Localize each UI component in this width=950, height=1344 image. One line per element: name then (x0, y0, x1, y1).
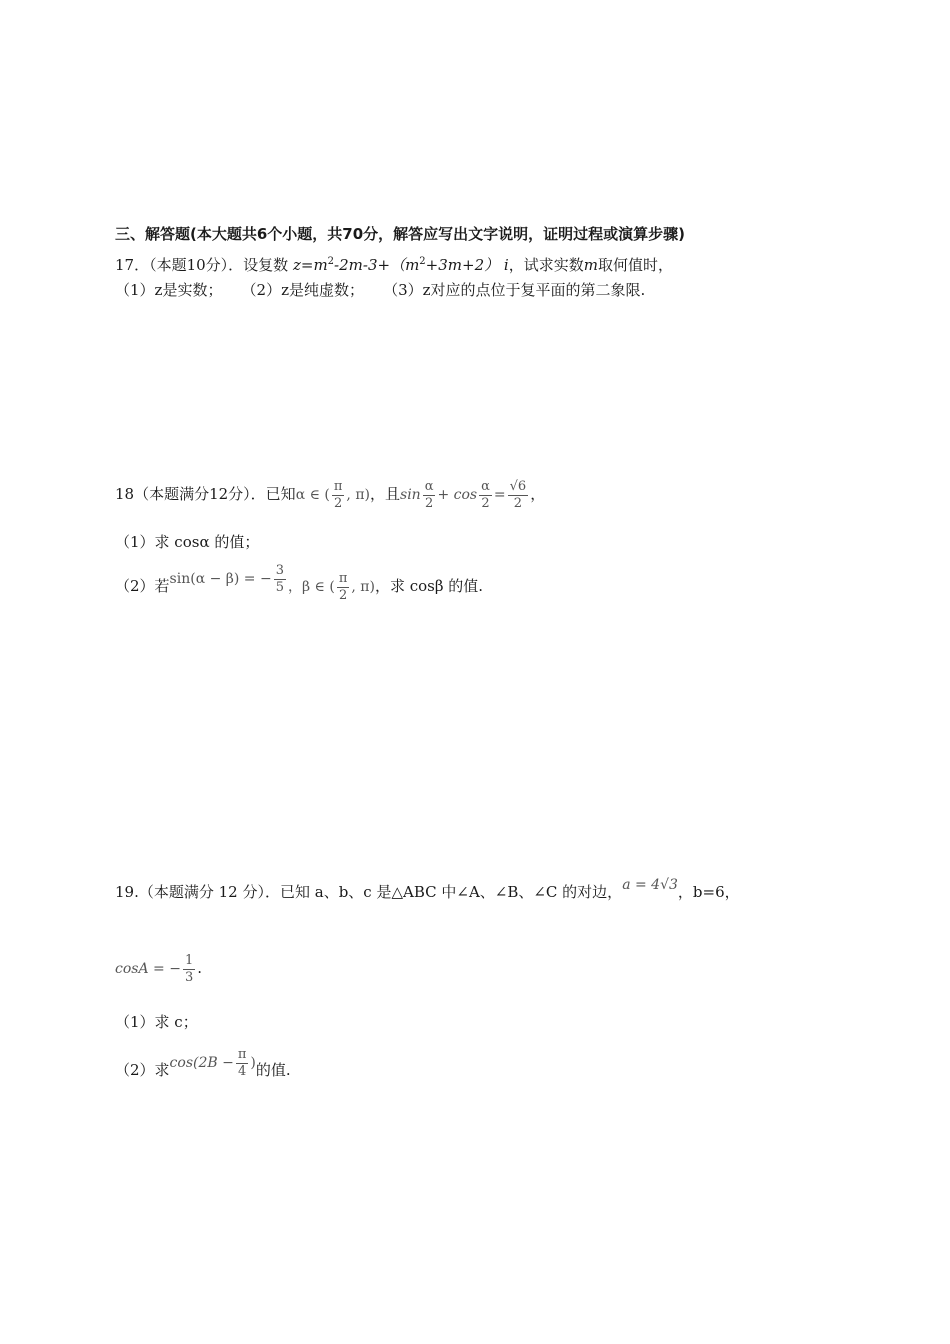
q18-frac-den: 2 (334, 495, 343, 511)
q18-cond-a: α ∈ ( (295, 487, 330, 503)
q18-frac-alpha-den-b: 2 (481, 495, 490, 511)
q19-frac-pi: π (237, 1046, 247, 1062)
q18-head: 18（本题满分12分）．已知 (115, 485, 296, 503)
q19-part2-cos: cos(2B − (169, 1055, 234, 1071)
q18-plus-cos: + cos (437, 487, 478, 503)
q19-part2-line (115, 1046, 291, 1091)
q18-cond-b: , π) (346, 487, 370, 503)
q19-a-val: a = 4√3 (622, 877, 678, 893)
q19-frac-pi-4 (236, 1047, 249, 1080)
q18-frac-pi-num-b: π (338, 570, 348, 586)
q17-tail2: 取何值时， (597, 256, 673, 274)
q18-frac-3-5 (274, 563, 286, 596)
q18-frac-sqrt6-2 (508, 479, 529, 512)
q18-part2-end: , π) (351, 579, 375, 595)
q18-sin: sin (400, 487, 421, 503)
q18-part1: （1）求 cosα 的值； (115, 533, 260, 551)
q18-sqrt6-den: 2 (513, 495, 523, 511)
q19-frac-3: 3 (184, 969, 194, 985)
q18-frac-alpha-num-b: α (481, 478, 490, 494)
q18-frac-alpha-2-a (423, 479, 436, 512)
q17-imag-unit: i (503, 256, 509, 274)
q17-m: m (583, 256, 598, 274)
q17-formula-a: z=m (292, 256, 328, 274)
q18-part2-line (115, 562, 484, 607)
q18-frac-alpha-num-a: α (424, 478, 434, 494)
q17-sup-1: 2 (327, 256, 335, 267)
section-heading: 三、解答题(本大题共6个小题，共70分，解答应写出文字说明，证明过程或演算步骤) (115, 225, 686, 243)
q19-b-val: ，b=6， (677, 883, 740, 901)
q18-frac-3: 3 (275, 562, 284, 578)
q19-frac-4: 4 (237, 1063, 247, 1079)
q18-frac-5: 5 (275, 579, 284, 595)
q18-comma: ， (530, 485, 546, 503)
q18-part2-sin: sin(α − β) = − (169, 571, 272, 587)
q18-eq: = (493, 487, 506, 503)
q17-tail: ，试求实数 (508, 256, 584, 274)
q19-frac-1: 1 (184, 952, 194, 968)
q19-cosA: cosA = − (115, 961, 181, 977)
q19-part2-close: ) (250, 1055, 256, 1071)
q18-line (115, 474, 545, 515)
q18-sqrt6: √6 (509, 478, 527, 494)
q19-part1: （1）求 c； (115, 1013, 198, 1031)
q17-parts (115, 280, 645, 300)
q17-line (115, 252, 673, 275)
q19-head: 19.（本题满分 12 分）．已知 a、b、c 是△ABC 中∠A、∠B、∠C 的对边， (115, 883, 623, 901)
q18-frac-pi-2 (332, 479, 345, 512)
q18-part2-tail: ，求 cosβ 的值. (374, 577, 484, 595)
q18-part2-beta: ，β ∈ ( (287, 579, 335, 595)
q17-formula-b: -2m-3+（m (334, 256, 420, 274)
q18-frac-num: π (333, 478, 343, 494)
q17-part1: （1）z是实数； (115, 281, 223, 299)
q19-cosA-line (115, 948, 202, 989)
q19-dot: . (197, 959, 202, 977)
q18-part2-a: （2）若 (115, 577, 170, 595)
q19-part2-tail: 的值. (255, 1061, 291, 1079)
q17-part3: （3）z对应的点位于复平面的第二象限. (383, 281, 646, 299)
q19-line (115, 877, 740, 903)
q18-frac-alpha-2-b (479, 479, 492, 512)
q17-sup-2: 2 (419, 256, 426, 267)
q18-frac-alpha-den-a: 2 (424, 495, 434, 511)
q17-part2: （2）z是纯虚数； (241, 281, 364, 299)
q18-frac-pi-2-b (337, 571, 350, 604)
q19-part2-a: （2）求 (115, 1061, 170, 1079)
q19-frac-1-3 (183, 953, 195, 986)
q17-head: 17．（本题10分）．设复数 (115, 256, 289, 274)
q18-frac-pi-den-b: 2 (338, 587, 348, 603)
q17-formula-c: +3m+2） (425, 256, 500, 274)
q18-and: ，且 (370, 485, 401, 503)
